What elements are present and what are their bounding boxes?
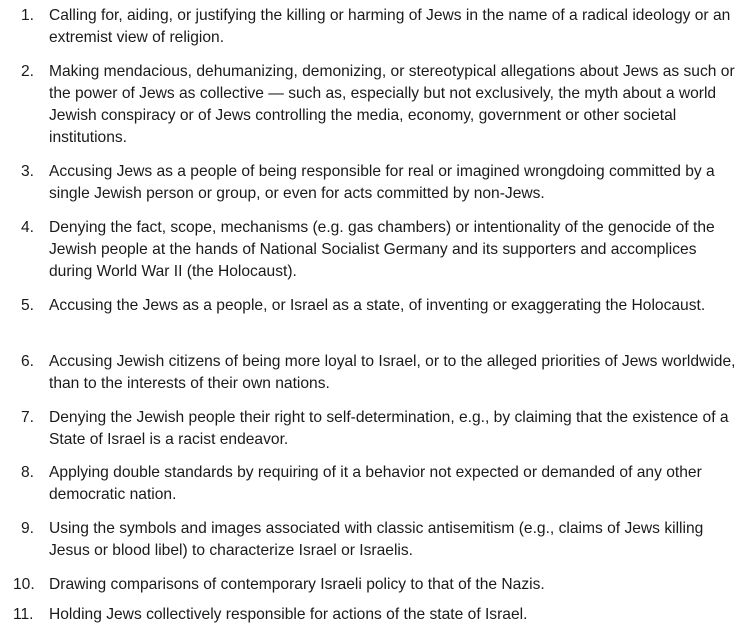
list-item-number: 7. — [21, 409, 35, 426]
list-item-text: Holding Jews collectively responsible for actions of the state of Israel. — [49, 606, 528, 623]
list-item-text: Denying the fact, scope, mechanisms (e.g. gas chambers) or intentionality of the genocide of the Jewish people at the hands of National Socialist Germany and its supporters and accomplices during World War II (the Holocaust). — [49, 219, 715, 280]
list-item-text: Denying the Jewish people their right to self-determination, e.g., by claiming that the existence of a State of Israel is a racist endeavor. — [49, 409, 729, 448]
list-item-number: 11. — [13, 606, 34, 623]
list-item-number: 1. — [21, 7, 35, 24]
list-item-text: Using the symbols and images associated with classic antisemitism (e.g., claims of Jews killing Jesus or blood libel) to characterize Israel or Israelis. — [49, 520, 704, 559]
list-item-text: Making mendacious, dehumanizing, demonizing, or stereotypical allegations about Jews as such or the power of Jews as collective — such as, especially but not exclusively, the myth about a world Jewish conspiracy or of Jews controlling the media, economy, government or other societal institutions. — [49, 63, 735, 146]
list-item-number: 8. — [21, 464, 35, 481]
list-item-text: Drawing comparisons of contemporary Israeli policy to that of the Nazis. — [49, 576, 545, 593]
list-item-text: Calling for, aiding, or justifying the killing or harming of Jews in the name of a radical ideology or an extremist view of religion. — [49, 7, 731, 46]
list-item-text: Applying double standards by requiring of it a behavior not expected or demanded of any other democratic nation. — [49, 464, 702, 503]
list-item-number: 6. — [21, 353, 35, 370]
list-item-number: 3. — [21, 163, 35, 180]
list-item-text: Accusing Jews as a people of being responsible for real or imagined wrongdoing committed by a single Jewish person or group, or even for acts committed by non-Jews. — [49, 163, 715, 202]
list-item-number: 5. — [21, 297, 35, 314]
list-item-number: 10. — [13, 576, 35, 593]
list-item-number: 9. — [21, 520, 35, 537]
list-item-number: 2. — [21, 63, 35, 80]
list-item-text: Accusing Jewish citizens of being more loyal to Israel, or to the alleged priorities of Jews worldwide, than to the interests of their own nations. — [49, 353, 736, 392]
list-item-text: Accusing the Jews as a people, or Israel as a state, of inventing or exaggerating the Holocaust. — [49, 297, 706, 314]
list-item-number: 4. — [21, 219, 35, 236]
